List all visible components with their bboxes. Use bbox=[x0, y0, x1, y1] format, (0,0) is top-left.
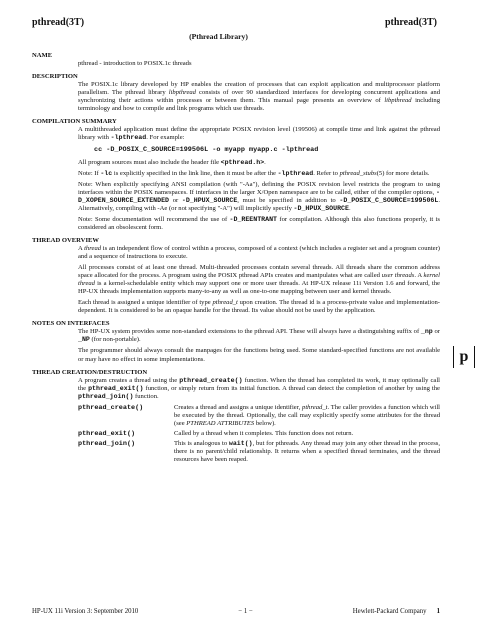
compilation-paragraph-2: All program sources must also include the header file <pthread.h>. bbox=[78, 158, 266, 166]
notes-paragraph-1: The HP-UX system provides some non-standard extensions to the pthread API. These will always have a distinguishing suffix of _np or _NP (for non-portable). bbox=[78, 328, 440, 344]
section-heading-thread-overview: THREAD OVERVIEW bbox=[32, 236, 99, 244]
section-heading-name: NAME bbox=[32, 52, 53, 59]
section-notes-body bbox=[78, 328, 440, 363]
compile-command-example: cc -D_POSIX_C_SOURCE=199506L -o myapp myapp.c -lpthread bbox=[94, 146, 319, 155]
section-description-body bbox=[78, 81, 440, 113]
desc-pthread-exit: Called by a thread when it completes. This function does not return. bbox=[174, 429, 354, 437]
compilation-note-lc: Note: If -lc is explicitly specified in the link line, then it must be after the -lpthread. Refer to pthread_stubs(5) for more details. bbox=[78, 169, 430, 177]
desc-pthread-join: This is analogous to wait(), but for pthreads. Any thread may join any other thread in the process, there is no parent/child relationship. It returns when a specified thread terminates, and the thread resources have been reaped. bbox=[174, 439, 440, 464]
compilation-note-reentrant: Note: Some documentation will recommend the use of -D_REENTRANT for compilation. Although this also functions properly, it is considered an obsolescent form. bbox=[78, 215, 440, 231]
section-heading-description: DESCRIPTION bbox=[32, 73, 78, 81]
name-text: pthread - introduction to POSIX.1c threads bbox=[78, 60, 192, 68]
section-tab-marker: p bbox=[453, 346, 475, 368]
section-creation-body bbox=[78, 377, 440, 464]
section-heading-thread-creation: THREAD CREATION/DESTRUCTION bbox=[32, 368, 148, 376]
header-left-title: pthread(3T) bbox=[32, 17, 85, 28]
term-pthread-join: pthread_join() bbox=[78, 439, 136, 448]
function-definition-list bbox=[78, 404, 440, 464]
creation-paragraph: A program creates a thread using the pthread_create() function. When the thread has completed its work, it may optionally call the pthread_exit() function, or simply return from its initial function. A thread can detect the completion of another by using the pthread_join() function. bbox=[78, 376, 440, 400]
notes-paragraph-2: The programmer should always consult the manpages for the functions being used. Some standard-specified functions are not available or may have no effect in some implementations. bbox=[78, 347, 440, 363]
term-pthread-exit: pthread_exit() bbox=[78, 429, 136, 438]
footer-page-center: − 1 − bbox=[238, 608, 253, 615]
section-compilation-body bbox=[78, 126, 440, 232]
footer-page-number: 1 bbox=[436, 608, 440, 615]
overview-paragraph-2: All processes consist of at least one thread. Multi-threaded processes contain several threads. All threads share the common address space allocated for the process. A program using the POSIX pthread APIs creates and manipulates what are called user threads. A kernel thread is a kernel-schedulable entity which may support one or more user threads. At HP-UX release 11i Version 1.6 and forward, the HP-UX threads implementation supports many-to-any as well as one-to-one mapping between user and kernel threads. bbox=[78, 264, 441, 296]
compilation-paragraph-1: A multithreaded application must define the appropriate POSIX revision level (199506) at compile time and link against the pthread library with -lpthread. For example: bbox=[78, 126, 440, 142]
overview-paragraph-1: A thread is an independent flow of control within a process, composed of a context (which includes a register set and a program counter) and a sequence of instructions to execute. bbox=[78, 244, 441, 260]
page-footer bbox=[32, 608, 440, 615]
section-name-body bbox=[78, 60, 440, 68]
header-right-title: pthread(3T) bbox=[384, 17, 437, 28]
term-pthread-create: pthread_create() bbox=[78, 403, 144, 412]
compilation-note-ansi: Note: When explicitly specifying ANSI compilation (with "-Aa"), defining the POSIX revision level restricts the program to using interfaces within the POSIX namespaces. If interfaces in the larger X/Open namespace are to be called, either of the compiler options, -D_XOPEN_SOURCE_EXTENDED or -D_HPUX_SOURCE, must be specified in addition to -D_POSIX_C_SOURCE=199506L. Alternatively, compiling with -Ae (or not specifying "-A") will implicitly specify -D_HPUX_SOURCE. bbox=[78, 180, 440, 212]
section-heading-compilation: COMPILATION SUMMARY bbox=[32, 118, 117, 126]
header-subtitle: (Pthread Library) bbox=[189, 32, 248, 41]
footer-version: HP-UX 11i Version 3: September 2010 bbox=[32, 608, 139, 615]
section-overview-body bbox=[78, 245, 440, 315]
description-paragraph: The POSIX.1c library developed by HP enables the creation of processes that can exploit application and multiprocessor platform parallelism. The pthread library libpthread consists of over 90 standardized interfaces for developing concurrent applications and synchronizing their actions within processes or between them. This manual page presents an overview of libpthread including terminology and how to compile and link programs which use threads. bbox=[78, 81, 440, 113]
manpage-content bbox=[32, 52, 440, 464]
footer-company: Hewlett-Packard Company 1 bbox=[352, 608, 440, 615]
desc-pthread-create: Creates a thread and assigns a unique identifier, pthread_t. The caller provides a function which will be executed by the thread. Optionally, the call may explicitly specify some attributes for the thread (see PTHREAD ATTRIBUTES below). bbox=[174, 403, 440, 427]
section-heading-notes: NOTES ON INTERFACES bbox=[32, 320, 110, 328]
overview-paragraph-3: Each thread is assigned a unique identifier of type pthread_t upon creation. The thread id is a process-private value and implementation-dependent. It is considered to be an opaque handle for the thread. Its value should not be used by the application. bbox=[78, 299, 440, 315]
